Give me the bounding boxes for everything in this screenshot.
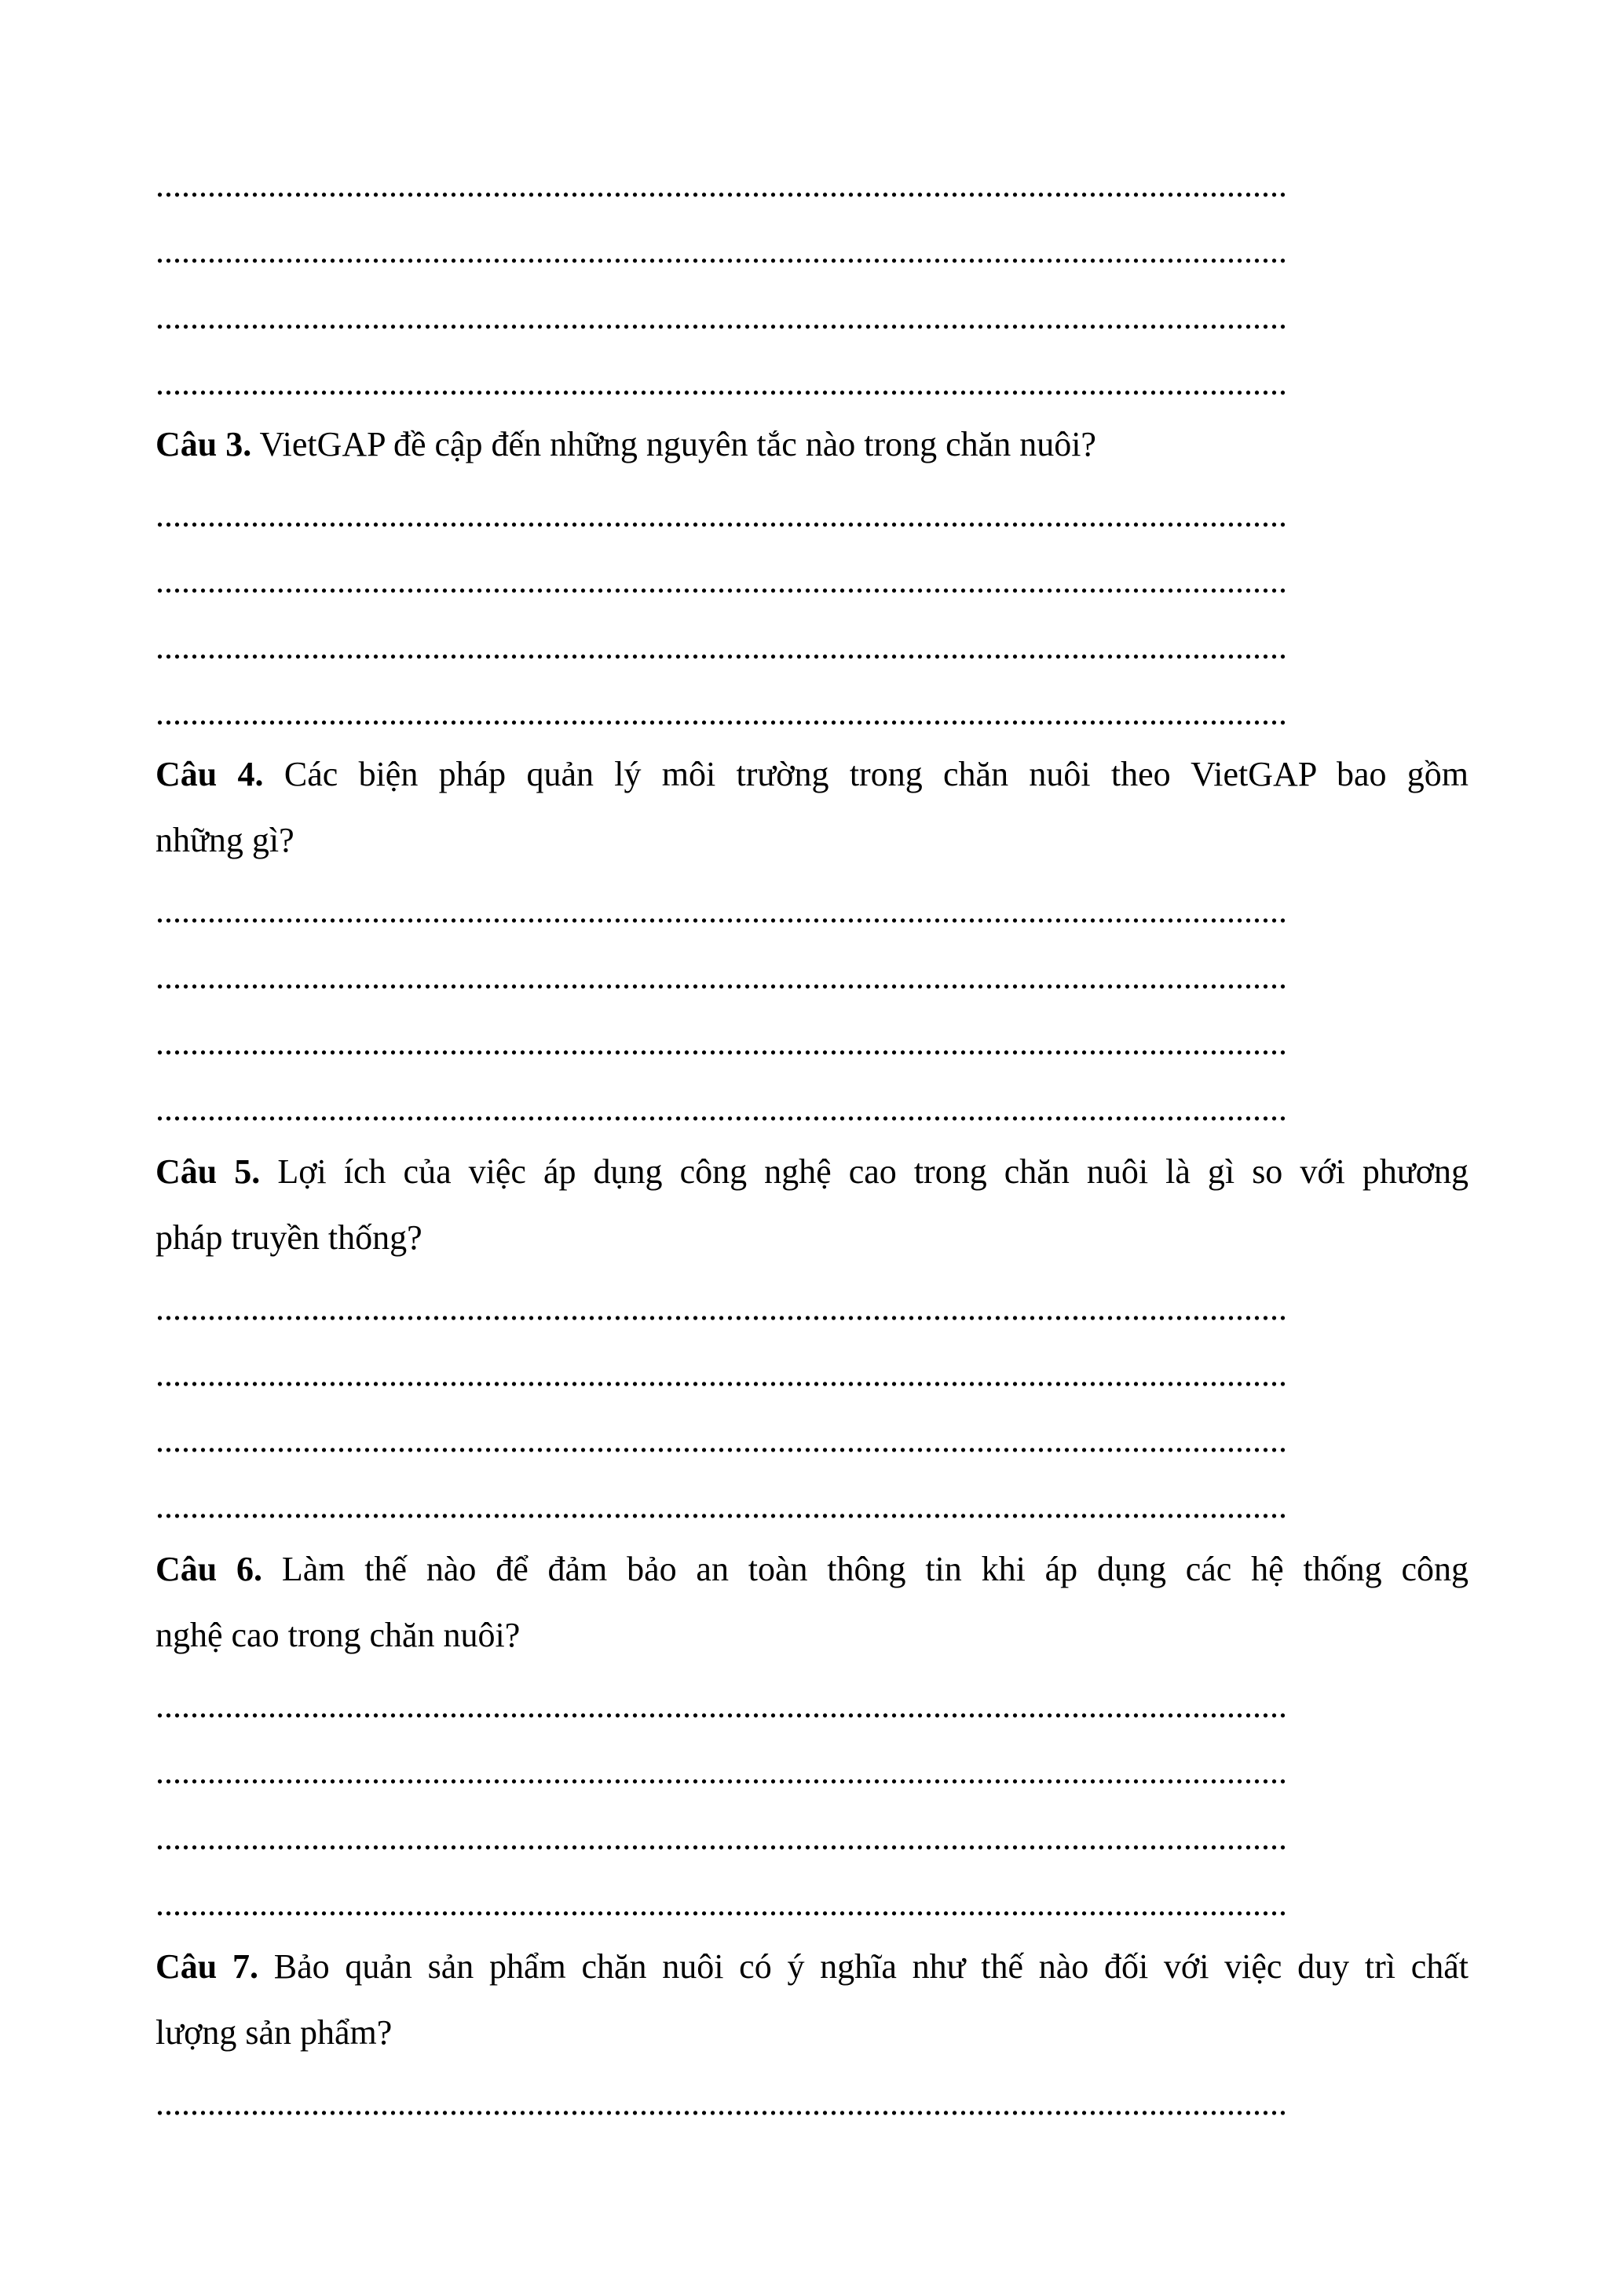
answer-line: ................................................................................................................................... (155, 892, 1287, 930)
answer-line: ................................................................................................................................... (155, 958, 1287, 996)
answer-line: ................................................................................................................................... (155, 2085, 1287, 2122)
answer-line: ................................................................................................................................... (155, 1024, 1287, 1062)
answer-line: ................................................................................................................................... (155, 1885, 1287, 1923)
answer-line: ................................................................................................................................... (155, 1290, 1287, 1327)
answer-line: ................................................................................................................................... (155, 628, 1287, 666)
answer-line: ................................................................................................................................... (155, 694, 1287, 732)
question-6 (155, 1551, 1469, 1588)
question-5-cont: pháp truyền thống? (155, 1219, 422, 1257)
answer-line: ................................................................................................................................... (155, 1819, 1287, 1857)
question-label: Câu 3. (155, 426, 252, 463)
question-7 (155, 1948, 1469, 1986)
answer-line: ................................................................................................................................... (155, 298, 1287, 336)
question-6-cont: nghệ cao trong chăn nuôi? (155, 1617, 521, 1654)
question-4 (155, 756, 1469, 793)
answer-line: ................................................................................................................................... (155, 1687, 1287, 1725)
answer-line: ................................................................................................................................... (155, 1422, 1287, 1459)
question-text: Làm thế nào để đảm bảo an toàn thông tin khi áp dụng các hệ thống công (281, 1551, 1469, 1588)
question-4-cont: những gì? (155, 822, 294, 859)
question-text: Lợi ích của việc áp dụng công nghệ cao trong chăn nuôi là gì so với phương (277, 1153, 1469, 1191)
question-text: Bảo quản sản phẩm chăn nuôi có ý nghĩa như thế nào đối với việc duy trì chất (273, 1948, 1469, 1986)
question-label: Câu 5. (155, 1153, 261, 1191)
answer-line: ................................................................................................................................... (155, 167, 1287, 204)
answer-line: ................................................................................................................................... (155, 1488, 1287, 1525)
question-3 (155, 426, 1469, 463)
question-label: Câu 6. (155, 1551, 263, 1588)
answer-line: ................................................................................................................................... (155, 1356, 1287, 1393)
answer-line: ................................................................................................................................... (155, 496, 1287, 534)
question-label: Câu 4. (155, 756, 264, 793)
question-label: Câu 7. (155, 1948, 258, 1986)
answer-line: ................................................................................................................................... (155, 364, 1287, 402)
answer-line: ................................................................................................................................... (155, 1753, 1287, 1791)
question-5 (155, 1153, 1469, 1191)
answer-line: ................................................................................................................................... (155, 233, 1287, 270)
question-text: Các biện pháp quản lý môi trường trong chăn nuôi theo VietGAP bao gồm (283, 756, 1469, 793)
question-7-cont: lượng sản phẩm? (155, 2014, 393, 2052)
answer-line: ................................................................................................................................... (155, 1090, 1287, 1128)
answer-line: ................................................................................................................................... (155, 562, 1287, 600)
question-text: VietGAP đề cập đến những nguyên tắc nào trong chăn nuôi? (259, 426, 1096, 463)
